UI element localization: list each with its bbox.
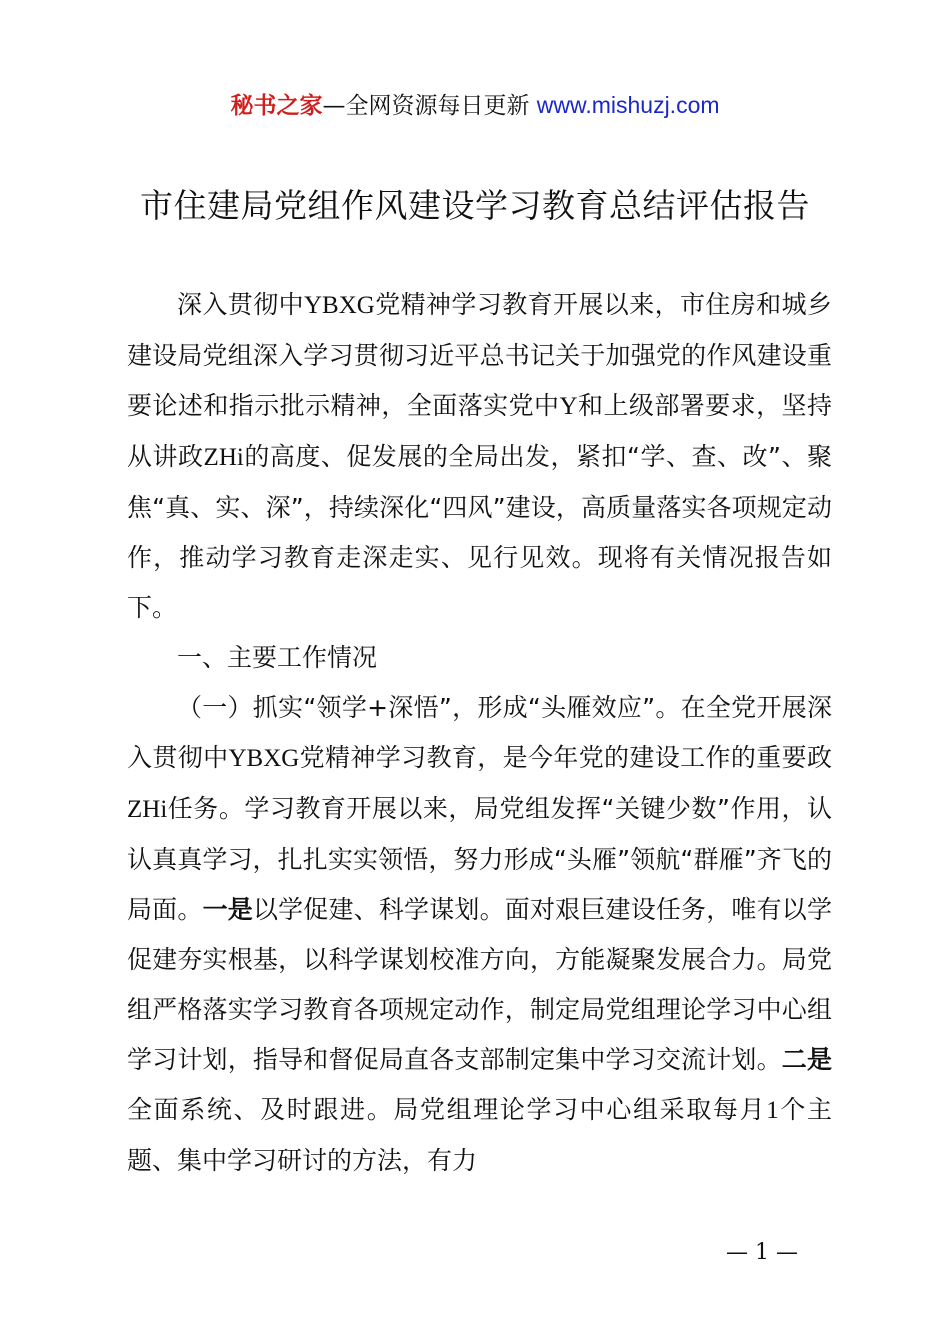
point-one-marker: 一是 xyxy=(202,895,253,924)
brand-name: 秘书之家 xyxy=(230,93,323,119)
page-number: — 1 — xyxy=(726,1240,798,1265)
document-title: 市住建局党组作风建设学习教育总结评估报告 xyxy=(140,186,810,225)
site-header xyxy=(0,88,950,123)
site-url-link[interactable]: www.mishuzj.com xyxy=(536,92,720,118)
section-paragraph: （一）抓实“领学+深悟”，形成“头雁效应”。在全党开展深入贯彻中YBXG党精神学习教育，是今年党的建设工作的重要政ZHi任务。学习教育开展以来，局党组发挥“关键少数”作用，认认真真学习，扎扎实实领悟，努力形成“头雁”领航“群雁”齐飞的局面。一是以学促建、科学谋划。面对艰巨建设任务，唯有以学促建夯实根基，以科学谋划校准方向，方能凝聚发展合力。局党组严格落实学习教育各项规定动作，制定局党组理论学习中心组学习计划，指导和督促局直各支部制定集中学习交流计划。二是全面系统、及时跟进。局党组理论学习中心组采取每月1个主题、集中学习研讨的方法，有力 xyxy=(127,693,832,1175)
document-body xyxy=(127,280,832,1186)
site-tagline: —全网资源每日更新 xyxy=(322,93,530,119)
intro-paragraph: 深入贯彻中YBXG党精神学习教育开展以来，市住房和城乡建设局党组深入学习贯彻习近平总书记关于加强党的作风建设重要论述和指示批示精神，全面落实党中Y和上级部署要求，坚持从讲政ZHi的高度、促发展的全局出发，紧扣“学、查、改”、聚焦“真、实、深”，持续深化“四风”建设，高质量落实各项规定动作，推动学习教育走深走实、见行见效。现将有关情况报告如下。 xyxy=(127,290,832,622)
point-two-marker: 二是 xyxy=(781,1045,832,1074)
section-heading: 一、主要工作情况 xyxy=(177,643,378,672)
